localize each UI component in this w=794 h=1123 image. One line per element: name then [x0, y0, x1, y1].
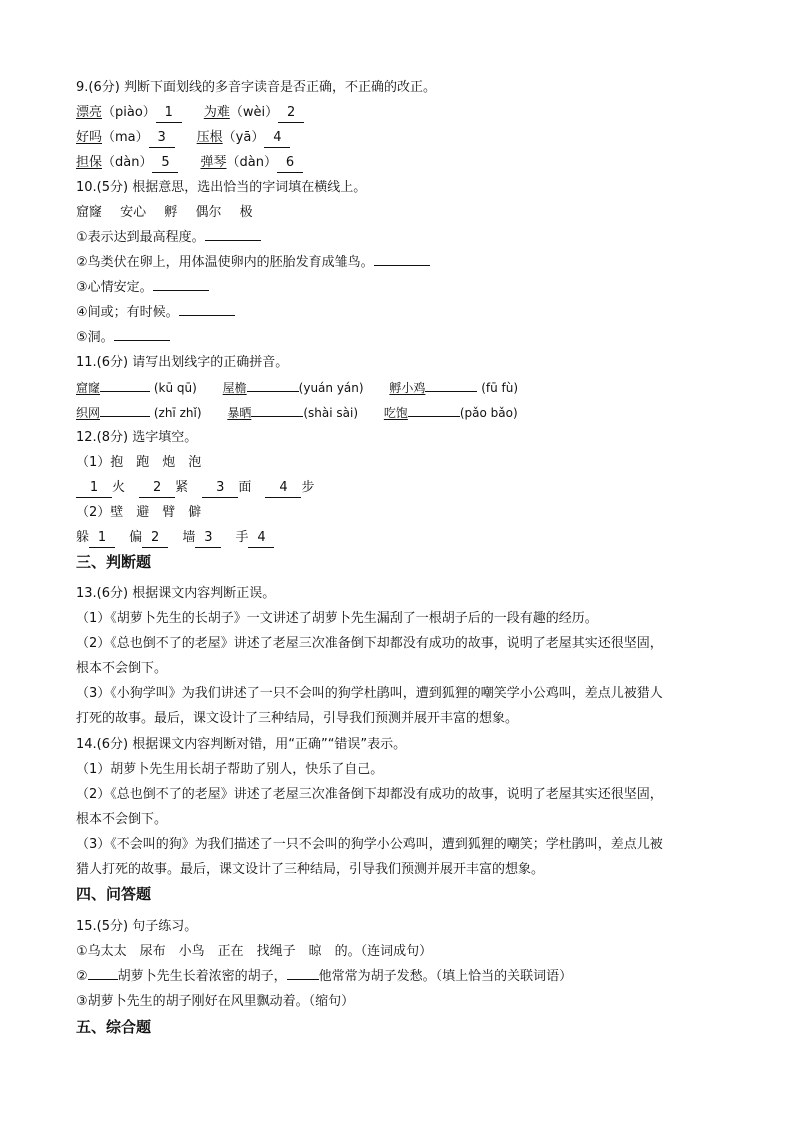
q15-stem: 15.(5分) 句子练习。: [76, 919, 198, 934]
pinyin-hint: (fū fù): [481, 381, 519, 395]
q10-item-text: ①表示达到最高程度。: [76, 230, 205, 245]
q9-pinyin: （yā）: [222, 130, 265, 145]
q9-word: 压根: [196, 130, 223, 145]
q9-blank[interactable]: 2: [278, 104, 304, 123]
q11-stem: 11.(6分) 请写出划线字的正确拼音。: [76, 355, 289, 370]
answer-blank[interactable]: [153, 290, 209, 291]
q12-char: 手: [235, 530, 249, 545]
answer-blank[interactable]: 2: [142, 529, 168, 548]
answer-blank[interactable]: [408, 416, 460, 417]
q12-char: 紧: [175, 480, 189, 495]
q9-row-2: [76, 129, 290, 148]
word-option: 窟窿: [76, 205, 103, 220]
q12-char: 躲: [76, 530, 90, 545]
q12-stem: 12.(8分) 选字填空。: [76, 430, 198, 445]
q9-word: 为难: [203, 105, 230, 120]
pinyin-hint: (yuán yán): [298, 381, 364, 395]
q11-word: 屋檐: [222, 381, 247, 395]
answer-blank[interactable]: [100, 416, 150, 417]
pinyin-hint: (pǎo bǎo): [459, 406, 518, 420]
word-option: 偶尔: [195, 205, 222, 220]
q12-part1-items: [76, 479, 314, 498]
section-heading: 四、问答题: [76, 885, 152, 903]
q9-word: 担保: [76, 155, 103, 170]
q11-word: 暴晒: [227, 406, 252, 420]
q15-line: ③胡萝卜先生的胡子刚好在风里飘动着。（缩句）: [76, 994, 355, 1009]
q15-text: 他常常为胡子发愁。（填上恰当的关联词语）: [318, 969, 573, 984]
q10-item-text: ④间或；有时候。: [76, 305, 179, 320]
answer-blank[interactable]: [100, 391, 150, 392]
section-heading: 五、综合题: [76, 1018, 152, 1036]
answer-blank[interactable]: [251, 416, 303, 417]
q12-part1-chars: （1）抱 跑 炮 泡: [76, 455, 202, 470]
q11-row-1: [76, 379, 518, 397]
q15-line: ①乌太太 尿布 小鸟 正在 找绳子 晾 的。（连词成句）: [76, 944, 433, 959]
q15-line-2: [76, 968, 572, 986]
q9-blank[interactable]: 5: [152, 154, 178, 173]
q10-item: [76, 254, 430, 272]
pinyin-hint: (shài sài): [303, 406, 359, 420]
q12-part2-chars: （2）壁 避 臂 僻: [76, 505, 202, 520]
answer-blank[interactable]: [179, 315, 235, 316]
q10-item: [76, 279, 209, 297]
q9-pinyin: （dàn）: [102, 155, 153, 170]
q9-blank[interactable]: 1: [156, 104, 182, 123]
answer-blank[interactable]: 4: [248, 529, 274, 548]
q11-word: 窟窿: [76, 381, 101, 395]
q9-blank[interactable]: 6: [277, 154, 303, 173]
answer-blank[interactable]: [247, 391, 299, 392]
q10-item: [76, 304, 235, 322]
answer-blank[interactable]: 4: [265, 479, 301, 498]
q12-char: 墙: [182, 530, 196, 545]
section-heading: 三、判断题: [76, 553, 152, 571]
q15-num: ②: [76, 969, 88, 984]
q14-line: 根本不会倒下。: [76, 812, 168, 827]
answer-blank[interactable]: 3: [195, 529, 221, 548]
q14-line: 猎人打死的故事。最后，课文设计了三种结局，引导我们预测并展开丰富的想象。: [76, 862, 545, 877]
q9-blank[interactable]: 4: [264, 129, 290, 148]
word-option: 安心: [120, 205, 147, 220]
q11-word: 织网: [76, 406, 101, 420]
q9-word: 好吗: [76, 130, 103, 145]
q9-word: 弹琴: [200, 155, 227, 170]
q10-item-text: ⑤洞。: [76, 330, 114, 345]
answer-blank[interactable]: [88, 979, 118, 980]
answer-blank[interactable]: 2: [139, 479, 175, 498]
q14-line: （1）胡萝卜先生用长胡子帮助了别人，快乐了自己。: [76, 762, 384, 777]
answer-blank[interactable]: 1: [76, 479, 112, 498]
q9-row-3: [76, 154, 303, 173]
q10-item-text: ③心情安定。: [76, 280, 153, 295]
q12-char: 火: [112, 480, 126, 495]
answer-blank[interactable]: 3: [202, 479, 238, 498]
q10-item-text: ②鸟类伏在卵上，用体温使卵内的胚胎发育成雏鸟。: [76, 255, 374, 270]
q14-line: （2）《总也倒不了的老屋》讲述了老屋三次准备倒下却都没有成功的故事，说明了老屋其实还很坚固，: [76, 787, 663, 802]
q14-line: （3）《不会叫的狗》为我们描述了一只不会叫的狗学小公鸡叫，遭到狐狸的嘲笑；学杜鹃叫，差点儿被: [76, 837, 663, 852]
q12-part2-items: [76, 529, 274, 548]
answer-blank[interactable]: [425, 391, 477, 392]
q12-char: 步: [301, 480, 315, 495]
q10-item: [76, 329, 170, 347]
answer-blank[interactable]: [205, 240, 261, 241]
q10-stem: 10.(5分) 根据意思，选出恰当的字词填在横线上。: [76, 180, 367, 195]
q9-pinyin: （wèi）: [229, 105, 279, 120]
word-option: 极: [239, 205, 253, 220]
answer-blank[interactable]: 1: [89, 529, 115, 548]
q9-pinyin: （ma）: [102, 130, 149, 145]
q9-word: 漂亮: [76, 105, 103, 120]
q9-pinyin: （dàn）: [226, 155, 277, 170]
answer-blank[interactable]: [287, 979, 319, 980]
answer-blank[interactable]: [114, 340, 170, 341]
q13-line: （2）《总也倒不了的老屋》讲述了老屋三次准备倒下却都没有成功的故事，说明了老屋其实还很坚固，: [76, 636, 663, 651]
q10-item: [76, 229, 261, 247]
q11-word: 吃饱: [383, 406, 408, 420]
q13-line: 根本不会倒下。: [76, 661, 168, 676]
q11-word: 孵小鸡: [389, 381, 426, 395]
q13-line: 打死的故事。最后，课文设计了三种结局，引导我们预测并展开丰富的想象。: [76, 711, 519, 726]
q14-stem: 14.(6分) 根据课文内容判断对错，用“正确”“错误”表示。: [76, 737, 407, 752]
pinyin-hint: (kū qū): [153, 381, 197, 395]
answer-blank[interactable]: [374, 265, 430, 266]
word-option: 孵: [164, 205, 178, 220]
q10-word-bank: [76, 204, 253, 222]
q13-line: （1）《胡萝卜先生的长胡子》一文讲述了胡萝卜先生漏刮了一根胡子后的一段有趣的经历。: [76, 611, 598, 626]
q13-line: （3）《小狗学叫》为我们讲述了一只不会叫的狗学杜鹃叫，遭到狐狸的嘲笑学小公鸡叫，差点儿被猎人: [76, 686, 663, 701]
q9-row-1: [76, 104, 304, 123]
q9-blank[interactable]: 3: [149, 129, 175, 148]
q9-stem: 9.(6分) 判断下面划线的多音字读音是否正确，不正确的改正。: [76, 80, 436, 95]
q9-pinyin: （piào）: [102, 105, 156, 120]
q11-row-2: [76, 404, 518, 422]
q12-char: 偏: [129, 530, 143, 545]
q12-char: 面: [238, 480, 252, 495]
q15-text: 胡萝卜先生长着浓密的胡子，: [117, 969, 287, 984]
q13-stem: 13.(6分) 根据课文内容判断正误。: [76, 586, 276, 601]
pinyin-hint: (zhī zhǐ): [153, 406, 202, 420]
